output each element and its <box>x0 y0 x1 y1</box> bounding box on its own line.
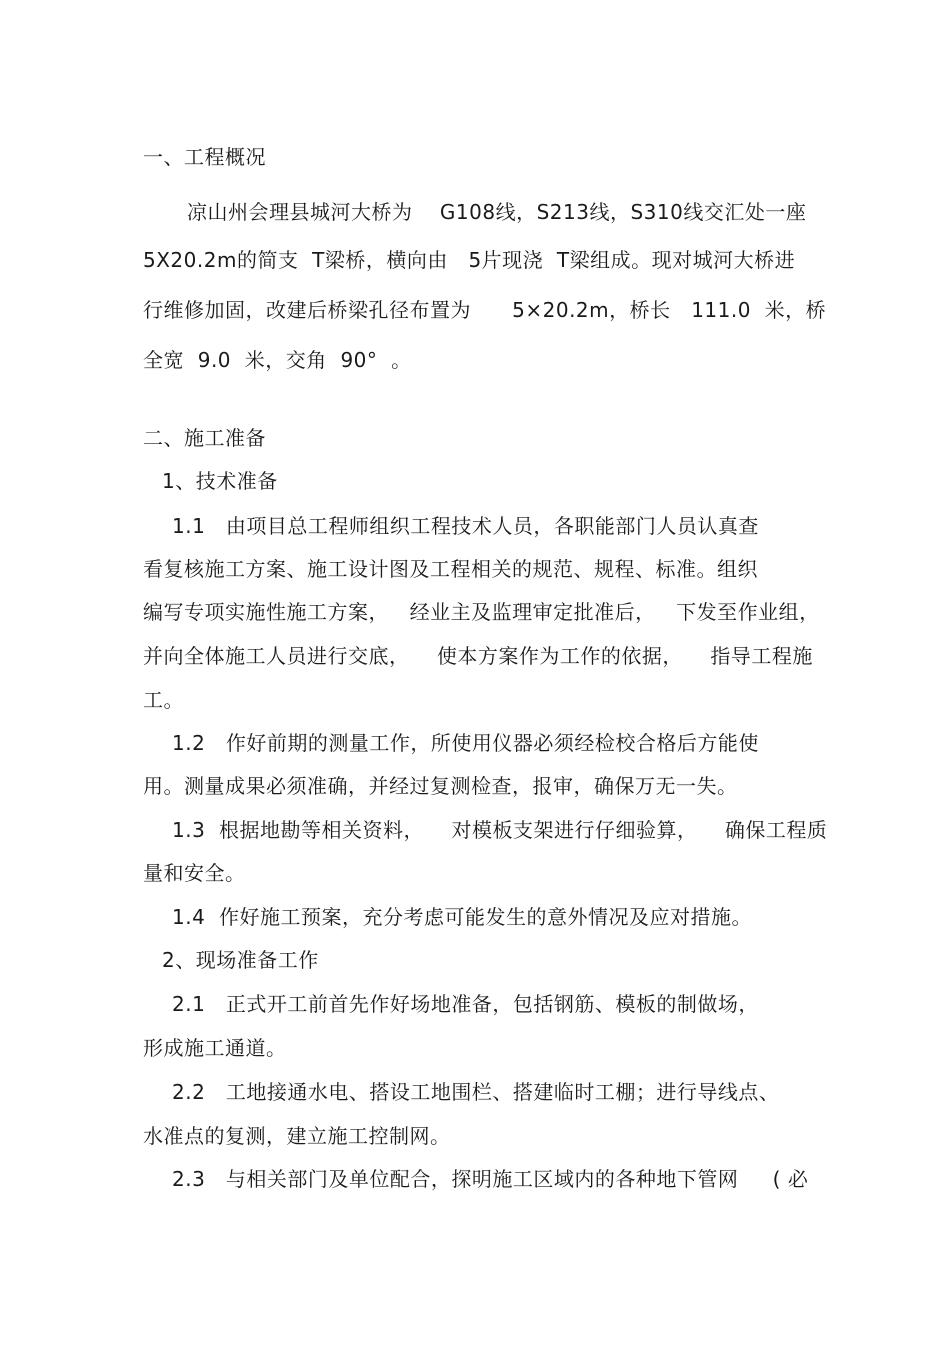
overview-line: 全宽 9.0 米，交角 90° 。 <box>143 348 412 372</box>
item-line: 量和安全。 <box>143 861 246 885</box>
item-line: 1.1 由项目总工程师组织工程技术人员，各职能部门人员认真查 <box>172 514 759 538</box>
item-line: 看复核施工方案、施工设计图及工程相关的规范、规程、标准。组织 <box>143 557 758 581</box>
item-line: 工。 <box>143 688 184 712</box>
item-line: 1.3 根据地勘等相关资料， 对模板支架进行仔细验算， 确保工程质 <box>172 818 828 842</box>
item-line: 并向全体施工人员进行交底， 使本方案作为工作的依据， 指导工程施 <box>143 644 813 668</box>
subsection-heading-site: 2、现场准备工作 <box>162 948 319 972</box>
overview-line: 凉山州会理县城河大桥为 G108线，S213线，S310线交汇处一座 <box>187 200 807 224</box>
item-line: 2.3 与相关部门及单位配合，探明施工区域内的各种地下管网 ( 必 <box>172 1167 809 1191</box>
item-line: 用。测量成果必须准确，并经过复测检查，报审，确保万无一失。 <box>143 774 738 798</box>
subsection-heading-technical: 1、技术准备 <box>162 469 278 493</box>
item-line: 1.4 作好施工预案，充分考虑可能发生的意外情况及应对措施。 <box>172 905 753 929</box>
item-line: 水准点的复测，建立施工控制网。 <box>143 1124 451 1148</box>
item-line: 形成施工通道。 <box>143 1036 287 1060</box>
overview-line: 行维修加固，改建后桥梁孔径布置为 5×20.2m，桥长 111.0 米，桥 <box>143 298 827 322</box>
section-heading-overview: 一、工程概况 <box>143 145 266 169</box>
item-line: 1.2 作好前期的测量工作，所使用仪器必须经检校合格后方能使 <box>172 731 759 755</box>
overview-line: 5X20.2m的简支 T梁桥，横向由 5片现浇 T梁组成。现对城河大桥进 <box>143 248 796 272</box>
section-heading-preparation: 二、施工准备 <box>143 426 266 450</box>
item-line: 编写专项实施性施工方案， 经业主及监理审定批准后， 下发至作业组， <box>143 600 820 624</box>
item-line: 2.2 工地接通水电、搭设工地围栏、搭建临时工棚；进行导线点、 <box>172 1080 780 1104</box>
item-line: 2.1 正式开工前首先作好场地准备，包括钢筋、模板的制做场， <box>172 992 759 1016</box>
